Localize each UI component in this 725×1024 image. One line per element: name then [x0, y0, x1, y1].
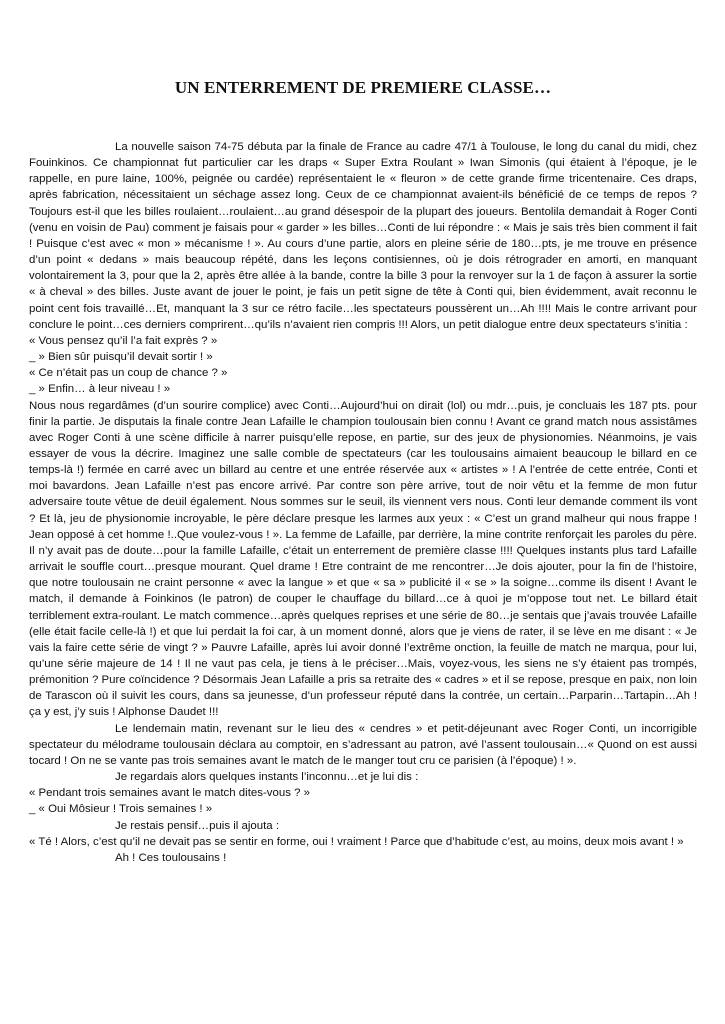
- paragraph: Nous nous regardâmes (d’un sourire complice) avec Conti…Aujourd’hui on dirait (lol) ou mdr…puis, je concluais les 187 pts. pour finir la partie. Je disputais la finale contre Jean Lafaille le champion toulousain bien connu ! Avant ce grand match nous assistâmes avec Roger Conti à une scène difficile à narrer puisqu’elle repose, en partie, sur des jeux de physionomies. Néanmoins, je vais essayer de vous la décrire. Imaginez une salle comble de spectateurs (car les toulousains aimaient beaucoup le billard en ce temps-là !) fermée en carré avec un billard au centre et une entrée réservée aux « artistes » ! A l’entrée de cette entrée, Conti et moi bavardons. Jean Lafaille n’est pas encore arrivé. Par contre son père arrive, tout de noir vêtu et la femme de mon futur adversaire toute vêtue de deuil également. Nous sommes sur le seuil, ils viennent vers nous. Conti leur demande comment ils vont ? Et là, jeu de physionomie incroyable, le père déclare presque les larmes aux yeux : « C’est un grand malheur qui nous frappe ! Jean opposé à cet homme !..Que voulez-vous ! ». La femme de Lafaille, par derrière, la mine contrite renforçait les paroles du père. Il n’y avait pas de doute…pour la famille Lafaille, c’était un enterrement de première classe !!!! Quelques instants plus tard Lafaille arrivait le souffle court…presque mourant. Quel drame ! Etre contraint de me rencontrer…Je dois ajouter, pour la fin de l’histoire, que notre toulousain ne craint personne « avec la langue » et que « sa » publicité il « se » la soigne…comme ils disent ! Avant le match, il demande à Foinkinos (le patron) de couper le chauffage du billard…ce à quoi je m’oppose tout net. Le billard était terriblement extra-roulant. Le match commence…après quelques reprises et une série de 80…je sentais que j’avais trouvée Lafaille (elle était facile celle-là !) et que lui perdait la foi car, à un moment donné, alors que je viens de rater, il se lève en me disant : « Je vais la faire cette série de vingt ? » Pauvre Lafaille, après lui avoir donné l’extrême onction, la feuille de match ne marqua, pour lui, qu’une série majeure de 14 ! Il ne vaut pas cela, je tiens à le préciser…Mais, voyez-vous, les siens ne s’y étaient pas trompés, prémonition ? Pure coïncidence ? Désormais Jean Lafaille a pris sa retraite des « cadres » et il se repose, presque en paix, non loin de Tarascon où il suivit les cours, dans sa jeunesse, d’un professeur réputé dans la contrée, un certain…Parparin…Tartapin…Ah ! ça y est, j’y suis ! Alphonse Daudet !!!: [29, 399, 697, 719]
- document-title: UN ENTERREMENT DE PREMIERE CLASSE…: [174, 78, 552, 97]
- paragraph: Le lendemain matin, revenant sur le lieu des « cendres » et petit-déjeunant avec Roger Conti, un incorrigible spectateur du mélodrame toulousain déclara au comptoir, en s’adressant au patron, avé l’assent toulousain…« Quond on est aussi tocard ! On ne se vante pas trois semaines avant le match de le manger tout cru ce parisien (à l’époque) ! ».: [29, 722, 697, 767]
- paragraph: « Ce n’était pas un coup de chance ? »: [29, 367, 228, 380]
- paragraph: Je regardais alors quelques instants l’inconnu…et je lui dis :: [115, 771, 419, 784]
- paragraph: _ » Bien sûr puisqu’il devait sortir ! »: [29, 351, 213, 364]
- paragraph: La nouvelle saison 74-75 débuta par la finale de France au cadre 47/1 à Toulouse, le long du canal du midi, chez Fouinkinos. Ce championnat fut particulier car les draps « Super Extra Roulant » Iwan Simonis (qui étaient à l’époque, je le rappelle, en pure laine, 100%, peignée ou cardée) représentaient le « fleuron » de cette grande firme tricentenaire. Ces draps, après fabrication, nécessitaient un séchage assez long. Ceux de ce championnat avaient-ils bénéficié de ce temps de repos ? Toujours est-il que les billes roulaient…roulaient…au grand désespoir de la plupart des joueurs. Bentolila demandait à Roger Conti (venu en voisin de Pau) comment je faisais pour « garder » les billes…Conti de lui répondre : « Mais je sais très bien comment il fait ! Puisque c’est avec « mon » mécanisme ! ». Au cours d’une partie, alors en pleine série de 180…pts, je me trouve en présence d’un point « dedans » mais beaucoup répété, dans les leçons contisiennes, où je dois rétrograder en amorti, en manquant volontairement la 3, pour que la 2, après être allée à la bande, contre la bille 3 pour la renvoyer sur la 1 de façon à assurer la sortie « à cheval » des billes. Juste avant de jouer le point, je fais un petit signe de tête à Conti qui, bien évidemment, avait reconnu le point cent fois travaillé…Et, manquant la 3 sur ce rétro facile…les spectateurs poussèrent un…Ah !!!! Mais le contre arrivant pour conclure le point…ces derniers comprirent…qu’ils n’avaient rien compris !!! Alors, un petit dialogue entre deux spectateurs s’initia :: [29, 141, 697, 331]
- paragraph: « Té ! Alors, c’est qu’il ne devait pas se sentir en forme, oui ! vraiment ! Parce que d’habitude c’est, au moins, deux mois avant ! »: [29, 835, 684, 848]
- paragraph: « Pendant trois semaines avant le match dites-vous ? »: [29, 787, 311, 800]
- document-body: [29, 139, 697, 866]
- paragraph: _ « Oui Môsieur ! Trois semaines ! »: [29, 803, 213, 816]
- paragraph: « Vous pensez qu’il l’a fait exprès ? »: [29, 334, 218, 347]
- paragraph: Ah ! Ces toulousains !: [115, 851, 227, 864]
- paragraph: _ » Enfin… à leur niveau ! »: [29, 383, 171, 396]
- paragraph: Je restais pensif…puis il ajouta :: [115, 819, 280, 832]
